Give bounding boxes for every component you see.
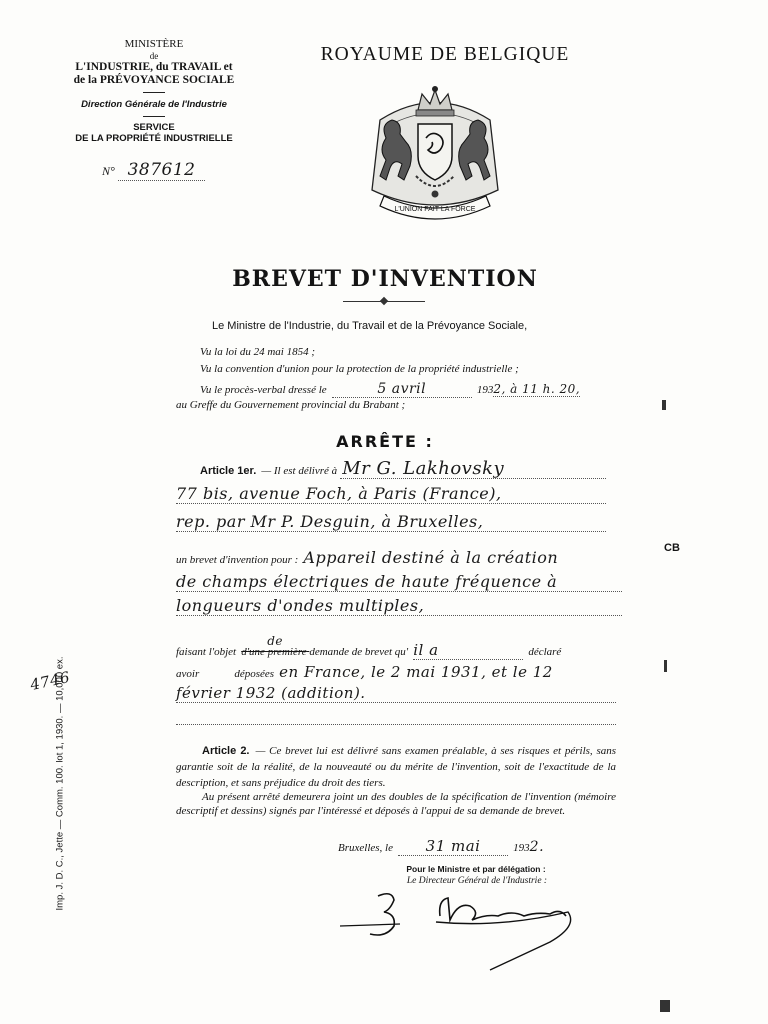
object-mid: demande de brevet qu' bbox=[309, 646, 409, 658]
avoir-label: avoir bbox=[176, 668, 200, 680]
invention-line-1 bbox=[176, 548, 622, 567]
deposited-label: déposées bbox=[234, 668, 275, 680]
object-prefix: faisant l'objet bbox=[176, 646, 237, 658]
closing-date bbox=[338, 836, 608, 856]
signature bbox=[340, 886, 600, 976]
ministry-header bbox=[40, 38, 268, 179]
divider bbox=[143, 92, 165, 93]
delegation-line: Pour le Ministre et par délégation : bbox=[406, 864, 546, 874]
margin-handwritten-number: 4746 bbox=[28, 668, 72, 694]
ministry-line: de la PRÉVOYANCE SOCIALE bbox=[73, 74, 235, 86]
number-value: 387612 bbox=[118, 160, 206, 181]
article1-intro-text: — Il est délivré à bbox=[261, 465, 338, 477]
printer-note: Imp. J. D. C., Jette — Comm. 100. lot 1, 1930. — 10,000 ex. bbox=[54, 656, 66, 911]
service-line: SERVICE bbox=[133, 122, 175, 133]
pv-year-time: 2, à 11 h. 20, bbox=[493, 382, 581, 396]
document-title: BREVET D'INVENTION bbox=[232, 266, 538, 292]
divider bbox=[143, 116, 165, 117]
object-line bbox=[176, 634, 616, 660]
kingdom-title: ROYAUME DE BELGIQUE bbox=[320, 44, 570, 65]
ministry-line: L'INDUSTRIE, du TRAVAIL et bbox=[75, 61, 233, 73]
coat-of-arms-emblem bbox=[360, 80, 510, 230]
deposit-text: en France, le 2 mai 1931, et le 12 bbox=[279, 663, 553, 681]
struck-text-value: d'une première bbox=[241, 646, 307, 658]
holder-line-rule bbox=[340, 478, 606, 479]
considerant-convention: Vu la convention d'union pour la protection de la propriété industrielle ; bbox=[200, 363, 519, 375]
page-edge-mark bbox=[662, 400, 666, 410]
article1-label: Article 1er. bbox=[200, 465, 257, 477]
invention-title-line: de champs électriques de haute fréquence à bbox=[176, 572, 622, 592]
struck-text bbox=[241, 634, 309, 658]
deposit-line-1 bbox=[176, 662, 616, 681]
page-edge-mark bbox=[660, 1000, 670, 1012]
invention-for-label: un brevet d'invention pour : bbox=[176, 554, 299, 566]
considerant-greffe: au Greffe du Gouvernement provincial du Brabant ; bbox=[176, 399, 406, 411]
closing-day-month: 31 mai bbox=[398, 837, 508, 856]
direction-label: Direction Générale de l'Industrie bbox=[81, 99, 227, 110]
invention-title-line: Appareil destiné à la création bbox=[303, 548, 559, 567]
place-label: Bruxelles, le bbox=[338, 842, 393, 854]
inserted-text: de bbox=[267, 634, 283, 648]
article2-text: — Ce brevet lui est délivré sans examen préalable, à ses risques et périls, sans garantie soit de la réalité, de la nouveauté ou du mérite de l'invention, soit de l'exactitude de la description, et sans préjudice du droit des tiers. bbox=[176, 745, 617, 789]
ministry-line: MINISTÈRE bbox=[124, 38, 184, 50]
number-label: N° bbox=[102, 164, 115, 178]
object-hand: il a bbox=[413, 641, 523, 660]
closing-year-prefix: 193 bbox=[513, 842, 530, 854]
title-ornament-dot bbox=[380, 297, 388, 305]
considerant-pv bbox=[200, 378, 640, 398]
article2-paragraph: Au présent arrêté demeurera joint un des doubles de la spécification de l'invention (mémoire descriptif et dessins) signés par l'intéressé et déposés à l'appui de sa demande de brevet. bbox=[176, 791, 616, 817]
article2-label: Article 2. bbox=[202, 745, 250, 757]
patent-number bbox=[40, 160, 268, 180]
pv-label: Vu le procès-verbal dressé le bbox=[200, 384, 327, 396]
pv-year-prefix: 193 bbox=[476, 384, 494, 396]
holder-address: 77 bis, avenue Foch, à Paris (France), bbox=[176, 484, 606, 504]
pv-date: 5 avril bbox=[332, 381, 472, 398]
minister-line: Le Ministre de l'Industrie, du Travail et de la Prévoyance Sociale, bbox=[212, 320, 528, 332]
holder-name: Mr G. Lakhovsky bbox=[342, 458, 505, 479]
blank-rule bbox=[176, 724, 616, 725]
margin-mark: CB bbox=[664, 542, 680, 554]
director-line: Le Directeur Général de l'Industrie : bbox=[406, 876, 548, 886]
motto-text: L'UNION FAIT LA FORCE bbox=[394, 206, 476, 213]
closing-year: 2. bbox=[529, 839, 545, 855]
considerant-law: Vu la loi du 24 mai 1854 ; bbox=[200, 346, 315, 358]
service-line: DE LA PROPRIÉTÉ INDUSTRIELLE bbox=[75, 133, 233, 144]
holder-representative: rep. par Mr P. Desguin, à Bruxelles, bbox=[176, 512, 606, 532]
declared-label: déclaré bbox=[528, 646, 562, 658]
page-edge-mark bbox=[664, 660, 667, 672]
arrete-heading: ARRÊTE : bbox=[336, 432, 434, 451]
deposit-text: février 1932 (addition). bbox=[176, 684, 616, 703]
invention-title-line: longueurs d'ondes multiples, bbox=[176, 596, 622, 616]
ministry-line: de bbox=[149, 51, 159, 61]
article2 bbox=[176, 742, 616, 790]
article1-intro bbox=[200, 458, 606, 479]
